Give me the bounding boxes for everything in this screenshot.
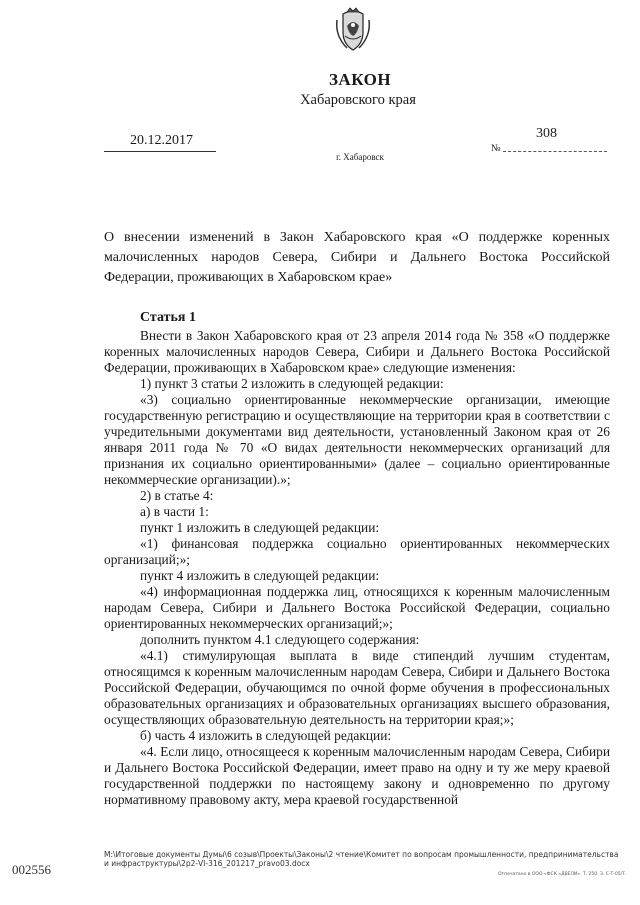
article-body	[104, 310, 610, 808]
article-paragraph: 2) в статье 4:	[140, 488, 214, 503]
number-label: №	[491, 143, 501, 154]
article-paragraph: пункт 1 изложить в следующей редакции:	[140, 520, 380, 535]
law-subject: О внесении изменений в Закон Хабаровского края «О поддержке коренных малочисленных народов Севера, Сибири и Дальнего Востока Российской Федерации, проживающих в Хабаровском крае»	[104, 230, 610, 285]
coat-of-arms-icon	[333, 6, 373, 54]
document-id: 002556	[12, 862, 51, 877]
article-paragraph: «3) социально ориентированные некоммерческие организации, имеющие государственную регистрацию и осуществляющие на территории края в соответствии с учредительными документами вид деятельности, установленный Законом края от 26 января 2011 года № 70 «О видах деятельности некоммерческих организаций для признания их социально ориентированными» (далее – социально ориентированные некоммерческие организации).»;	[104, 392, 610, 487]
article-paragraph: Внести в Закон Хабаровского края от 23 апреля 2014 года № 358 «О поддержке коренных малочисленных народов Севера, Сибири и Дальнего Востока Российской Федерации, проживающих в Хабаровском крае» следующие изменения:	[104, 328, 610, 375]
article-paragraph: б) часть 4 изложить в следующей редакции:	[140, 728, 392, 743]
article-heading: Статья 1	[140, 310, 196, 325]
law-date: 20.12.2017	[130, 133, 193, 148]
file-path: М:\Итоговые документы Думы\6 созыв\Проекты\Законы\2 чтение\Комитет по вопросам промышленности, предпринимательства и инфраструктуры\2р2-VI-316_201217_pravo03.docx	[104, 850, 619, 868]
article-paragraph: пункт 4 изложить в следующей редакции:	[140, 568, 380, 583]
article-paragraph: а) в части 1:	[140, 504, 209, 519]
print-mark: Отпечатано в ООО «ФСК «ДВЕЛИ». Т. 250. З. С-Т-05/Т.	[498, 872, 627, 877]
article-paragraph: «1) финансовая поддержка социально ориентированных некоммерческих организаций;»;	[104, 536, 610, 567]
law-region: Хабаровского края	[300, 92, 416, 108]
law-number: 308	[536, 126, 557, 141]
article-paragraph: 1) пункт 3 статьи 2 изложить в следующей редакции:	[140, 376, 444, 391]
article-paragraph: «4.1) стимулирующая выплата в виде стипендий лучшим студентам, относящимся к коренным малочисленным народам Севера, Сибири и Дальнего Востока Российской Федерации, обучающимся по очной форме обучения в профессиональных образовательных организациях и образовательных организациях высшего образования, осуществляющих образовательную деятельность на территории края;»;	[104, 648, 610, 727]
article-paragraph: «4. Если лицо, относящееся к коренным малочисленным народам Севера, Сибири и Дальнего Востока Российской Федерации, имеет право на одну и ту же меру краевой государственной поддержки по настоящему закону и одновременно по другому нормативному правовому акту, мера краевой государственной	[104, 744, 610, 807]
law-city: г. Хабаровск	[336, 152, 384, 162]
article-paragraph: «4) информационная поддержка лиц, относящихся к коренным малочисленным народам Севера, Сибири и Дальнего Востока Российской Федерации, социально ориентированных некоммерческих организаций;»;	[104, 584, 610, 631]
article-paragraph: дополнить пунктом 4.1 следующего содержания:	[140, 632, 420, 647]
law-title: ЗАКОН	[328, 70, 392, 89]
